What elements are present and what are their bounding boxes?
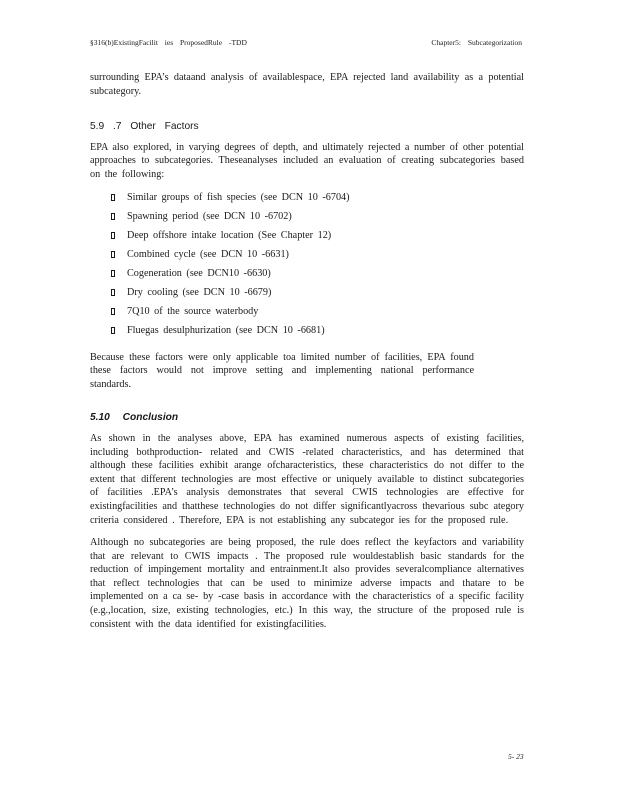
section-heading-other-factors: 5.9 .7 Other Factors bbox=[90, 121, 199, 133]
list-item: Similar groups of fish species (see DCN 10 -6704) bbox=[90, 191, 524, 210]
page-number: 5- 23 bbox=[508, 752, 524, 761]
header-left: §316(b)ExistingFacilit ies ProposedRule -TDD bbox=[90, 38, 247, 47]
list-item: Fluegas desulphurization (see DCN 10 -6681) bbox=[90, 324, 524, 343]
intro-paragraph: surrounding EPA’s dataand analysis of availablespace, EPA rejected land availability as a potential subcategory. bbox=[90, 72, 524, 97]
bullet-icon bbox=[111, 289, 115, 296]
bullet-icon bbox=[111, 270, 115, 277]
page-header bbox=[90, 38, 522, 47]
bullet-icon bbox=[111, 327, 115, 334]
bullet-icon bbox=[111, 251, 115, 258]
bullet-icon bbox=[111, 194, 115, 201]
bullet-icon bbox=[111, 308, 115, 315]
conclusion-paragraph-1: As shown in the analyses above, EPA has examined numerous aspects of existing facilities, including bothproduction- related and CWIS -related characteristics, and has determined that although these facilities exhibit arange ofcharacteristics, these characteristics do not differ to the extent that different technologies are most effective or uniquely available to distinct subcategories of facilities .EPA’s analysis demonstrates that several CWIS technologies are effective for existingfacilities and thatthese technologies do not differ significantlyacross thevarious subc ategory criteria considered . Therefore, EPA is not establishing any subcategor ies for the proposed rule. bbox=[90, 432, 524, 526]
section-heading-conclusion: 5.10 Conclusion bbox=[90, 412, 179, 424]
other-factors-closing: Because these factors were only applicable toa limited number of facilities, EPA found these factors would not improve setting and implementing national performance standards. bbox=[90, 351, 474, 390]
list-item: Spawning period (see DCN 10 -6702) bbox=[90, 210, 524, 229]
factor-list bbox=[90, 191, 524, 343]
bullet-icon bbox=[111, 213, 115, 220]
list-item: Cogeneration (see DCN10 -6630) bbox=[90, 267, 524, 286]
bullet-icon bbox=[111, 232, 115, 239]
header-right: Chapter5: Subcategorization bbox=[431, 38, 522, 47]
conclusion-paragraph-2: Although no subcategories are being proposed, the rule does reflect the keyfactors and variability that are relevant to CWIS impacts . The proposed rule wouldestablish basic standards for the reduction of impingement mortality and entrainment.It also provides severalcompliance alternatives that reflect technologies that can be used to minimize adverse impacts and thatare to be implemented on a ca se- by -case basis in accordance with the characteristics of a specific facility (e.g.,location, size, existing technologies, etc.) In this way, the structure of the proposed rule is consistent with the data identified for existingfacilities. bbox=[90, 537, 524, 630]
list-item: 7Q10 of the source waterbody bbox=[90, 305, 524, 324]
list-item: Dry cooling (see DCN 10 -6679) bbox=[90, 286, 524, 305]
list-item: Deep offshore intake location (See Chapter 12) bbox=[90, 229, 524, 248]
list-item: Combined cycle (see DCN 10 -6631) bbox=[90, 248, 524, 267]
page-content bbox=[90, 71, 524, 640]
other-factors-intro: EPA also explored, in varying degrees of depth, and ultimately rejected a number of other potential approaches to subcategories. Theseanalyses included an evaluation of creating subcategories based on the following: bbox=[90, 141, 524, 180]
